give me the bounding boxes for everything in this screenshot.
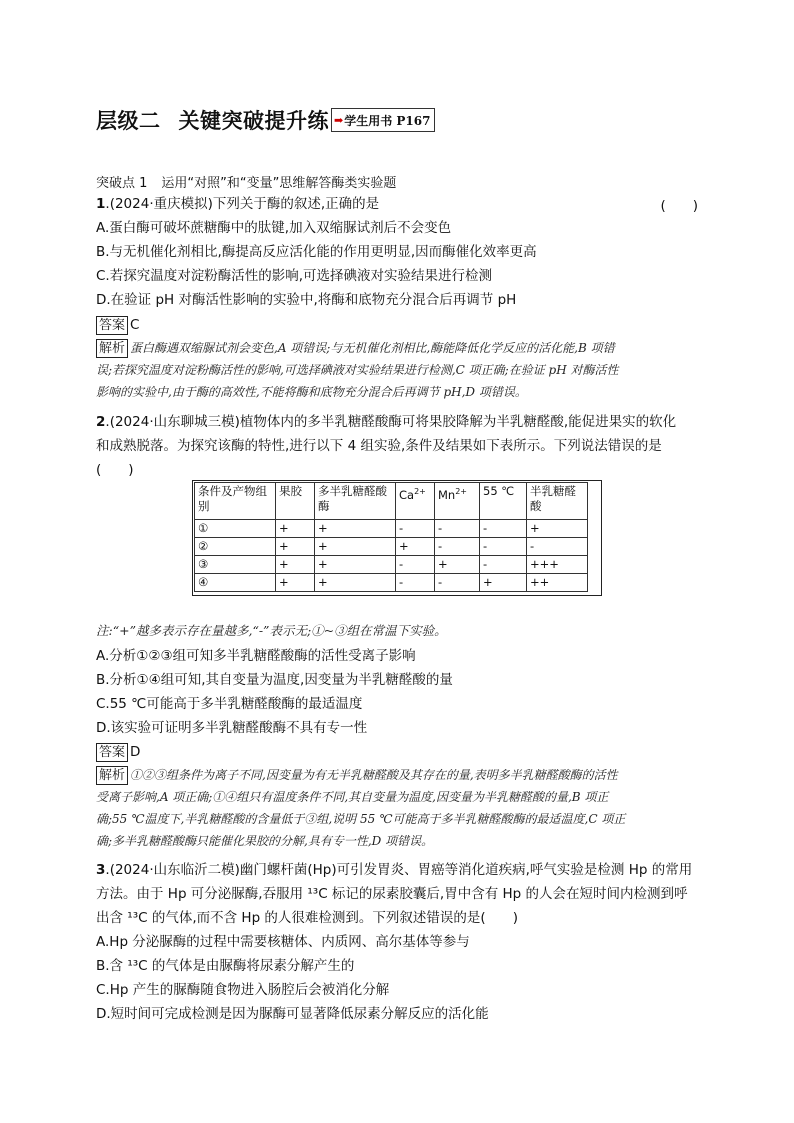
q1-stem xyxy=(96,194,379,214)
header-text: 55 ℃ xyxy=(483,484,515,498)
title-row xyxy=(96,104,435,136)
q1-option-d: D.在验证 pH 对酶活性影响的实验中,将酶和底物充分混合后再调节 pH xyxy=(96,292,517,308)
table-cell: + xyxy=(435,556,480,574)
q2-option-c: C.55 ℃可能高于多半乳糖醛酸酶的最适温度 xyxy=(96,696,363,712)
q1-stem-text: .(2024·重庆模拟)下列关于酶的叙述,正确的是 xyxy=(105,196,380,212)
q3-stem-line-3: 出含 ¹³C 的气体,而不含 Hp 的人很难检测到。下列叙述错误的是( ) xyxy=(96,910,518,926)
q2-stem-text-1: .(2024·山东聊城三模)植物体内的多半乳糖醛酸酶可将果胶降解为半乳糖醛酸,能促进果实的软化 xyxy=(105,414,677,430)
q3-stem-text-1: .(2024·山东临沂二模)幽门螺杆菌(Hp)可引发胃炎、胃癌等消化道疾病,呼气实验是检测 Hp 的常用 xyxy=(105,862,693,878)
header-cell xyxy=(276,483,315,520)
q1-answer xyxy=(96,315,139,335)
q3-stem-line-1 xyxy=(96,860,692,880)
table-cell: + xyxy=(315,556,396,574)
q1-option-c: C.若探究温度对淀粉酶活性的影响,可选择碘液对实验结果进行检测 xyxy=(96,268,493,284)
table-cell: - xyxy=(435,538,480,556)
table-cell: ++ xyxy=(527,574,588,592)
q3-number: 3 xyxy=(96,862,106,878)
table-row xyxy=(195,520,588,538)
q2-expl-line-3: 确;55 ℃温度下,半乳糖醛酸的含量低于③组,说明 55 ℃可能高于多半乳糖醛酸酶的最适温度,C 项正 xyxy=(96,812,626,826)
q1-expl-line-3: 影响的实验中,由于酶的高效性,不能将酶和底物充分混合后再调节 pH,D 项错误。 xyxy=(96,385,527,399)
table-cell: ① xyxy=(195,520,276,538)
conditions-table xyxy=(194,482,588,592)
header-text: Mn xyxy=(438,487,456,502)
q3-option-b: B.含 ¹³C 的气体是由脲酶将尿素分解产生的 xyxy=(96,958,355,974)
q2-number: 2 xyxy=(96,414,106,430)
table-row xyxy=(195,556,588,574)
textbook-reference-link[interactable] xyxy=(331,108,435,132)
header-text: Ca xyxy=(399,487,415,502)
header-text: 条件及产物组别 xyxy=(198,484,267,513)
table-cell: ④ xyxy=(195,574,276,592)
table-cell: + xyxy=(527,520,588,538)
q1-answer-blank: ( ) xyxy=(660,198,698,214)
table-cell: - xyxy=(480,520,527,538)
table-cell: - xyxy=(435,574,480,592)
q1-option-a: A.蛋白酶可破坏蔗糖酶中的肽键,加入双缩脲试剂后不会变色 xyxy=(96,220,452,236)
q2-explanation xyxy=(96,764,700,852)
section-title: 运用“对照”和“变量”思维解答酶类实验题 xyxy=(161,176,397,191)
table-cell: - xyxy=(396,556,435,574)
table-cell: - xyxy=(396,574,435,592)
header-text: 多半乳糖醛酸酶 xyxy=(318,484,387,513)
table-cell: +++ xyxy=(527,556,588,574)
q1-expl-text-1: 蛋白酶遇双缩脲试剂会变色,A 项错误;与无机催化剂相比,酶能降低化学反应的活化能,B 项错 xyxy=(130,341,615,355)
page-title xyxy=(96,105,329,135)
section-heading xyxy=(96,172,396,191)
q3-option-a: A.Hp 分泌脲酶的过程中需要核糖体、内质网、高尔基体等参与 xyxy=(96,934,470,950)
table-cell: - xyxy=(480,538,527,556)
header-cell xyxy=(396,483,435,520)
header-cell xyxy=(195,483,276,520)
q2-answer xyxy=(96,742,140,762)
table-cell: + xyxy=(315,520,396,538)
title-text: 关键突破提升练 xyxy=(178,109,329,133)
table-cell: - xyxy=(527,538,588,556)
section-label: 突破点 1 xyxy=(96,176,148,191)
arrow-icon: ➡ xyxy=(334,113,344,127)
table-header-row xyxy=(195,483,588,520)
q3-option-d: D.短时间可完成检测是因为脲酶可显著降低尿素分解反应的活化能 xyxy=(96,1006,489,1022)
table-cell: + xyxy=(480,574,527,592)
table-cell: + xyxy=(396,538,435,556)
q3-option-c: C.Hp 产生的脲酶随食物进入肠腔后会被消化分解 xyxy=(96,982,390,998)
table-cell: - xyxy=(396,520,435,538)
header-sup: 2+ xyxy=(414,487,426,496)
q2-expl-line-1 xyxy=(96,764,700,786)
q2-expl-line-4: 确;多半乳糖醛酸酶只能催化果胶的分解,具有专一性,D 项错误。 xyxy=(96,834,434,848)
q2-expl-line-2: 受离子影响,A 项正确;①④组只有温度条件不同,其自变量为温度,因变量为半乳糖醛酸的量,B 项正 xyxy=(96,790,609,804)
q2-stem-line-3: ( ) xyxy=(96,462,134,478)
table-cell: ② xyxy=(195,538,276,556)
table-cell: + xyxy=(276,520,315,538)
q2-option-d: D.该实验可证明多半乳糖醛酸酶不具有专一性 xyxy=(96,720,368,736)
table-cell: + xyxy=(276,556,315,574)
level-label: 层级二 xyxy=(96,109,161,133)
explanation-tag: 解析 xyxy=(96,339,128,358)
table-row xyxy=(195,538,588,556)
q1-answer-value: C xyxy=(130,317,140,333)
header-sup: 2+ xyxy=(455,487,468,496)
table-cell: + xyxy=(315,538,396,556)
table-cell: - xyxy=(480,556,527,574)
table-cell: ③ xyxy=(195,556,276,574)
answer-tag: 答案 xyxy=(96,743,128,762)
header-cell xyxy=(315,483,396,520)
q1-expl-line-1 xyxy=(96,337,700,359)
table-cell: - xyxy=(435,520,480,538)
q1-expl-line-2: 误;若探究温度对淀粉酶活性的影响,可选择碘液对实验结果进行检测,C 项正确;在验证 pH 对酶活性 xyxy=(96,363,619,377)
q1-option-b: B.与无机催化剂相比,酶提高反应活化能的作用更明显,因而酶催化效率更高 xyxy=(96,244,537,260)
table-cell: + xyxy=(315,574,396,592)
ref-text: 学生用书 P167 xyxy=(344,113,431,128)
q2-option-a: A.分析①②③组可知多半乳糖醛酸酶的活性受离子影响 xyxy=(96,648,416,664)
header-text: 果胶 xyxy=(279,484,302,498)
answer-tag: 答案 xyxy=(96,316,128,335)
q2-table-note: 注:“+”越多表示存在量越多,“-”表示无;①~③组在常温下实验。 xyxy=(96,623,447,638)
q2-stem-line-1 xyxy=(96,412,676,432)
q1-explanation xyxy=(96,337,700,403)
header-cell xyxy=(480,483,527,520)
header-cell xyxy=(435,483,480,520)
header-cell xyxy=(527,483,588,520)
q2-expl-text-1: ①②③组条件为离子不同,因变量为有无半乳糖醛酸及其存在的量,表明多半乳糖醛酸酶的活性 xyxy=(130,768,618,782)
header-text: 半乳糖醛酸 xyxy=(530,484,576,513)
q2-stem-line-2: 和成熟脱落。为探究该酶的特性,进行以下 4 组实验,条件及结果如下表所示。下列说法错误的是 xyxy=(96,438,662,454)
table-cell: + xyxy=(276,538,315,556)
explanation-tag: 解析 xyxy=(96,766,128,785)
table-row xyxy=(195,574,588,592)
table-cell: + xyxy=(276,574,315,592)
q2-option-b: B.分析①④组可知,其自变量为温度,因变量为半乳糖醛酸的量 xyxy=(96,672,453,688)
q2-answer-value: D xyxy=(130,744,141,760)
q1-number: 1 xyxy=(96,196,106,212)
q3-stem-line-2: 方法。由于 Hp 可分泌脲酶,吞服用 ¹³C 标记的尿素胶囊后,胃中含有 Hp 的人会在短时间内检测到呼 xyxy=(96,886,688,902)
